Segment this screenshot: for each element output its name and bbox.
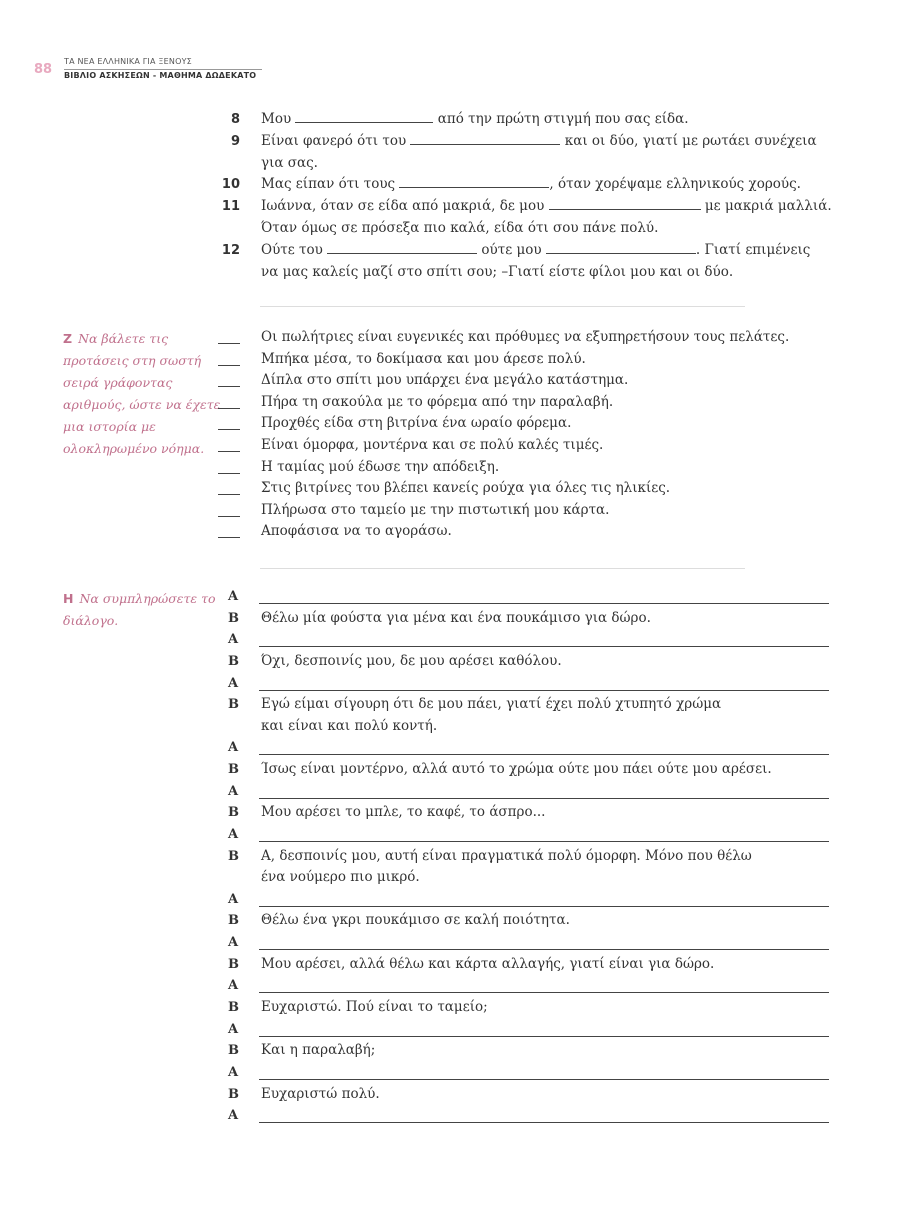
speaker-b-label: Β bbox=[228, 805, 239, 821]
story-sentence: Αποφάσισα να το αγοράσω. bbox=[261, 523, 452, 540]
sentence-fragment: από την πρώτη στιγμή που σας είδα. bbox=[433, 111, 689, 127]
speaker-a-label: Α bbox=[228, 978, 239, 994]
story-sentence: Προχθές είδα στη βιτρίνα ένα ωραίο φόρεμα. bbox=[261, 415, 572, 432]
dialogue-line: Εγώ είμαι σίγουρη ότι δε μου πάει, γιατί έχει πολύ χτυπητό χρώμα bbox=[261, 696, 722, 713]
dialogue-line: Ευχαριστώ πολύ. bbox=[261, 1085, 380, 1102]
instruction-text: Να συμπληρώσετε το διάλογο. bbox=[63, 591, 216, 628]
order-number-blank[interactable] bbox=[218, 451, 240, 452]
answer-line[interactable] bbox=[259, 949, 829, 950]
dialogue-line: Μου αρέσει το μπλε, το καφέ, το άσπρο... bbox=[261, 804, 546, 821]
order-number-blank[interactable] bbox=[218, 494, 240, 495]
item-number: 8 bbox=[230, 112, 240, 127]
answer-line[interactable] bbox=[259, 1079, 829, 1080]
dialogue-line: Μου αρέσει, αλλά θέλω και κάρτα αλλαγής, γιατί είναι για δώρο. bbox=[261, 955, 715, 972]
story-sentence: Μπήκα μέσα, το δοκίμασα και μου άρεσε πολύ. bbox=[261, 350, 586, 367]
book-title: ΤΑ ΝΕΑ ΕΛΛΗΝΙΚΑ ΓΙΑ ΞΕΝΟΥΣ bbox=[64, 57, 192, 66]
speaker-a-label: Α bbox=[228, 1108, 239, 1124]
dialogue-line: Ίσως είναι μοντέρνο, αλλά αυτό το χρώμα ούτε μου πάει ούτε μου αρέσει. bbox=[261, 760, 772, 777]
answer-line[interactable] bbox=[259, 603, 829, 604]
item-text-line bbox=[261, 155, 318, 171]
sentence-fragment: Ιωάννα, όταν σε είδα από μακριά, δε μου bbox=[261, 198, 549, 214]
item-text-line bbox=[261, 198, 832, 214]
item-number: 11 bbox=[221, 199, 240, 214]
fill-in-blank[interactable] bbox=[549, 199, 701, 210]
sentence-fragment: Όταν όμως σε πρόσεξα πιο καλά, είδα ότι σου πάνε πολύ. bbox=[261, 220, 659, 236]
exercise-letter: Η bbox=[63, 591, 74, 606]
item-text-line bbox=[261, 264, 733, 280]
answer-line[interactable] bbox=[259, 690, 829, 691]
dialogue-line: Όχι, δεσποινίς μου, δε μου αρέσει καθόλου. bbox=[261, 652, 562, 669]
speaker-a-label: Α bbox=[228, 827, 239, 842]
item-number: 9 bbox=[230, 134, 240, 149]
order-number-blank[interactable] bbox=[218, 365, 240, 366]
speaker-b-label: Β bbox=[228, 913, 239, 929]
fill-in-blank[interactable] bbox=[546, 243, 696, 254]
speaker-a-label: Α bbox=[228, 1021, 239, 1037]
order-number-blank[interactable] bbox=[218, 386, 240, 387]
order-number-blank[interactable] bbox=[218, 473, 240, 474]
header-rule bbox=[64, 69, 262, 70]
sentence-fragment: Μας είπαν ότι τους bbox=[261, 176, 400, 192]
speaker-a-label: Α bbox=[228, 589, 239, 604]
speaker-a-label: Α bbox=[228, 675, 239, 691]
answer-line[interactable] bbox=[259, 646, 829, 647]
sentence-fragment: και οι δύο, γιατί με ρωτάει συνέχεια bbox=[560, 133, 817, 149]
fill-in-blank[interactable] bbox=[295, 112, 433, 123]
dialogue-line: ένα νούμερο πιο μικρό. bbox=[261, 869, 420, 885]
dialogue-line: Ευχαριστώ. Πού είναι το ταμείο; bbox=[261, 998, 488, 1015]
section-divider bbox=[260, 306, 745, 307]
story-sentence: Πλήρωσα στο ταμείο με την πιστωτική μου κάρτα. bbox=[261, 501, 610, 518]
speaker-b-label: Β bbox=[228, 1043, 239, 1059]
speaker-b-label: Β bbox=[228, 956, 239, 972]
instruction-text: Να βάλετε τις προτάσεις στη σωστή σειρά γράφοντας αριθμούς, ώστε να έχετε μια ιστορία με ολοκληρωμένο νόημα. bbox=[63, 331, 221, 456]
speaker-b-label: Β bbox=[228, 610, 239, 626]
answer-line[interactable] bbox=[259, 906, 829, 907]
speaker-b-label: Β bbox=[228, 999, 239, 1015]
item-number: 12 bbox=[221, 243, 240, 258]
speaker-b-label: Β bbox=[228, 848, 239, 864]
sentence-fragment: για σας. bbox=[261, 155, 318, 171]
speaker-a-label: Α bbox=[228, 1065, 239, 1080]
answer-line[interactable] bbox=[259, 1122, 829, 1123]
lesson-title: ΒΙΒΛΙΟ ΑΣΚΗΣΕΩΝ - ΜΑΘΗΜΑ ΔΩΔΕΚΑΤΟ bbox=[64, 71, 257, 80]
sentence-fragment: ούτε μου bbox=[477, 242, 546, 258]
story-sentence: Στις βιτρίνες του βλέπει κανείς ρούχα για όλες τις ηλικίες. bbox=[261, 480, 671, 497]
dialogue-line: και είναι και πολύ κοντή. bbox=[261, 717, 438, 734]
story-sentence: Πήρα τη σακούλα με το φόρεμα από την παραλαβή. bbox=[261, 393, 614, 410]
item-text-line bbox=[261, 111, 689, 127]
fill-in-blank[interactable] bbox=[399, 177, 549, 188]
order-number-blank[interactable] bbox=[218, 343, 240, 344]
speaker-b-label: Β bbox=[228, 653, 239, 669]
fill-in-blank[interactable] bbox=[410, 134, 560, 145]
page-number: 88 bbox=[34, 62, 53, 77]
dialogue-line: Α, δεσποινίς μου, αυτή είναι πραγματικά πολύ όμορφη. Μόνο που θέλω bbox=[261, 847, 752, 864]
order-number-blank[interactable] bbox=[218, 408, 240, 409]
speaker-a-label: Α bbox=[228, 783, 239, 799]
order-number-blank[interactable] bbox=[218, 537, 240, 538]
speaker-a-label: Α bbox=[228, 891, 239, 907]
sentence-fragment: να μας καλείς μαζί στο σπίτι σου; –Γιατί είστε φίλοι μου και οι δύο. bbox=[261, 264, 734, 280]
sentence-fragment: Ούτε του bbox=[261, 242, 328, 258]
answer-line[interactable] bbox=[259, 841, 829, 842]
sentence-fragment: Μου bbox=[261, 111, 296, 127]
story-sentence: Είναι όμορφα, μοντέρνα και σε πολύ καλές τιμές. bbox=[261, 437, 604, 453]
sentence-fragment: , όταν χορέψαμε ελληνικούς χορούς. bbox=[549, 176, 801, 192]
answer-line[interactable] bbox=[259, 992, 829, 993]
item-text-line bbox=[261, 242, 810, 258]
exercise-z-instruction bbox=[63, 328, 223, 460]
exercise-letter: Ζ bbox=[63, 331, 73, 346]
order-number-blank[interactable] bbox=[218, 429, 240, 430]
item-number: 10 bbox=[221, 177, 240, 192]
dialogue-line: Θέλω ένα γκρι πουκάμισο σε καλή ποιότητα. bbox=[261, 912, 570, 929]
sentence-fragment: . Γιατί επιμένεις bbox=[695, 242, 811, 258]
exercise-h-instruction bbox=[63, 588, 223, 632]
sentence-fragment: Είναι φανερό ότι του bbox=[261, 133, 411, 149]
speaker-a-label: Α bbox=[228, 935, 239, 951]
item-text-line bbox=[261, 220, 658, 236]
dialogue-line: Θέλω μία φούστα για μένα και ένα πουκάμισο για δώρο. bbox=[261, 609, 651, 626]
speaker-b-label: Β bbox=[228, 1086, 239, 1102]
sentence-fragment: με μακριά μαλλιά. bbox=[700, 198, 832, 214]
section-divider bbox=[260, 568, 745, 569]
answer-line[interactable] bbox=[259, 798, 829, 799]
item-text-line bbox=[261, 176, 801, 192]
speaker-b-label: Β bbox=[228, 761, 239, 777]
story-sentence: Η ταμίας μού έδωσε την απόδειξη. bbox=[261, 458, 500, 475]
story-sentence: Δίπλα στο σπίτι μου υπάρχει ένα μεγάλο κατάστημα. bbox=[261, 372, 629, 389]
speaker-b-label: Β bbox=[228, 697, 239, 713]
speaker-a-label: Α bbox=[228, 740, 239, 756]
fill-in-blank[interactable] bbox=[327, 243, 477, 254]
speaker-a-label: Α bbox=[228, 632, 239, 648]
answer-line[interactable] bbox=[259, 754, 829, 755]
answer-line[interactable] bbox=[259, 1036, 829, 1037]
story-sentence: Οι πωλήτριες είναι ευγενικές και πρόθυμες να εξυπηρετήσουν τους πελάτες. bbox=[261, 329, 790, 345]
dialogue-line: Και η παραλαβή; bbox=[261, 1042, 376, 1059]
order-number-blank[interactable] bbox=[218, 516, 240, 517]
item-text-line bbox=[261, 133, 817, 149]
